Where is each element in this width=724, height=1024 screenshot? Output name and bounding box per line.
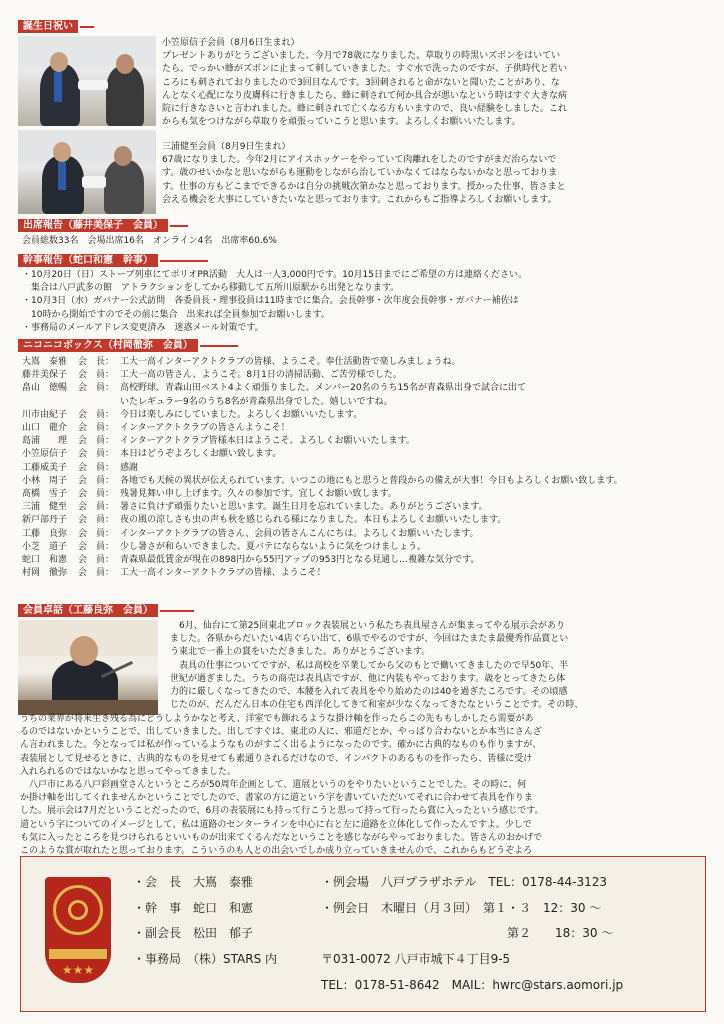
nico-position: 会 員： — [78, 515, 115, 526]
nico-name: 藤井美保子 — [22, 370, 68, 381]
nico-row — [22, 409, 712, 422]
nico-comment: 夜の風の涼しさも虫の声も秋を感じられる様になりました。本日もよろしくお願いいたします。 — [120, 515, 507, 526]
speech-intro: 6月、仙台にて第25回東北ブロック表装展という私たち表具屋さんが集まってやる展示会があり ました。各県からだいたい4店ぐらい出て、6県でやるのですが、今回はたまたま最優秀作品賞とい う東北で一番上の賞をいただきました。ありがとうございます。 表具の仕事についてですが、私は高校を卒業してから父のもとで働いてきましたので早50年、半 世紀が過ぎました。うちの商売は表具店ですが、他に内装もやっております。歳をとってきたら体 力的に厳しくなってきたので、本腰を入れて表具をやり始めたのは40を過ぎたころです。その頃感 じたのが、だんだん日本の住宅も西洋化してきて和室が少なくなってきたなということです。その時、 — [170, 621, 584, 711]
birthday-entry-1: 小笠原信子会員（8月6日生まれ） プレゼントありがとうございました。今月で78歳になりました。草取りの時黒いズボンをはいてい たら、でっかい蜂がズボンに止まって刺していきました。すぐ水で洗ったのですが、子供時代と若い ころにも刺されておりましたので3回目なんです。3回刺されると命がないと聞いたことがあり、な んとなく心配になり皮膚科に行きましたら、蜂に刺されて何か具合が悪いなという時はすぐ大きな病 院に行きなさいと言われました。蜂に刺されて亡くなる方もいますので、良い経験をしました。これ からも気をつけながら草取りを頑張っていこうと思います。よろしくお願いいたします。 — [162, 37, 702, 129]
nico-row — [22, 422, 712, 435]
section-header-speech — [18, 604, 194, 617]
nico-position: 会 員： — [78, 502, 115, 513]
nico-comment: 今日は楽しみにしていました。よろしくお願いいたします。 — [120, 409, 363, 420]
nico-row — [22, 356, 712, 369]
nico-comment: インターアクトクラブの皆さん、会員の皆さんこんにちは。よろしくお願いいたします。 — [120, 528, 479, 539]
speech-body: うちの業界が将来生き残る為にどうしようかなと考え、洋室でも飾れるような掛け軸を作ったらこの先ももしかしたら需要があ るのではないかということで、出していきました。出してすぐは、東北の人に、邪道だとか、やっぱり合わないとか本当にさんざ ん言われました。今となっては私が作っているようなものがすごく出るようになったのです。確かに古典的なものも作りますが、 表装展として見せるときに、古典的なものを見せても素通りされるだけなので、インパクトのあるものを作ったら、皆様に受け 入れられるのではないかなと思ってやってきました。 八戸市にある八戸彩画堂さんというところが50周年企画として、道展というのをやりたいということでした。その時に、何 か掛け軸を出してくれませんかということでしたので、書家の方に道という字を書いていただいてそれに合わせて表具を作りま した。展示会は7月だということだったので、6月の表装展にも持って行こうと思って持って行ったら賞に入ったという感じです。 道という字についてのイメージとして、私は道路のセンターラインを中心に右と左に道路を立体化して作ったんですよ。少しで も気に入ったところを見つけられるといいものが出来てくるんだなということを感じながらやっておりました。皆さんのおかげで このような賞が取れたと思っております。こういうのも人との出会いでしか成り立っていきませんので、これからもどうぞよろ — [20, 714, 544, 857]
nico-comment: 工大一高インターアクトクラブの皆様、ようこそ！ — [120, 568, 326, 579]
nico-name: 川市由紀子 — [22, 409, 68, 420]
section-title: 幹事報告（蛇口和憲 幹事） — [18, 254, 158, 267]
club-emblem-icon: ★★★ — [45, 877, 111, 983]
nico-position: 会 員： — [78, 370, 115, 381]
section-title: 出席報告（藤井美保子 会員） — [18, 219, 168, 232]
nico-row — [22, 448, 712, 461]
footer-address: 〒031-0072 八戸市城下４丁目9-5 — [321, 952, 511, 966]
birthday-photo-1 — [18, 36, 156, 126]
section-header-birthday — [18, 20, 94, 33]
footer-office: ・事務局 （株）STARS 内 — [133, 952, 277, 966]
footer-venue: ・例会場 八戸プラザホテル TEL：0178-44-3123 — [321, 875, 608, 889]
nico-position: 会 員： — [78, 555, 115, 565]
nico-name: 大嶌 泰雅 — [22, 357, 68, 367]
nico-name: 工藤威美子 — [22, 462, 68, 473]
nico-comment: 感謝 — [120, 462, 139, 473]
nico-name: 畠山 徳暢 — [22, 383, 68, 394]
nico-position: 会 員： — [78, 449, 115, 460]
nico-comment: 工大一高の皆さん、ようこそ。8月1日の清掃活動、ご苦労様でした。 — [120, 370, 402, 381]
nico-comment: インターアクトクラブ皆様本日はようこそ。よろしくお願いいたします。 — [120, 436, 415, 447]
footer-meeting-day: ・例会日 木曜日（月３回） 第１・３ 12：30 ～ — [321, 901, 602, 915]
nico-position: 会 長： — [78, 357, 115, 367]
nico-name: 小笠原信子 — [22, 449, 68, 460]
footer-second-meeting: 第２ 18：30 ～ — [507, 926, 614, 940]
nico-position: 会 員： — [78, 568, 115, 579]
nico-position: 会 員： — [78, 541, 115, 552]
nico-name: 三浦 健至 — [22, 502, 68, 513]
speech-photo — [18, 620, 158, 715]
nico-position: 会 員： — [78, 436, 115, 447]
nico-comment: インターアクトクラブの皆さんようこそ！ — [120, 423, 290, 433]
nico-position: 会 員： — [78, 423, 115, 433]
birthday-name-2: 三浦健至会員（8月9日生まれ） — [162, 142, 291, 152]
secretary-report: ・10月20日（日）ストーブ列車にてポリオPR活動 大人は一人3,000円です。10月15日までにご希望の方は連絡ください。 集合は八戸武多の館 アトラクションをしてから移動して五所川原駅から出発となります。 ・10月3日（水）ガバナー公式訪問 各委員長・理事役員は11時までに集合。会長幹事・次年度会長幹事・ガバナー補佐は 10時から開始ですのでその前に集合 出来れば全員参加でお願いします。 ・事務局のメールアドレス変更済み 迷惑メール対策です。 — [22, 270, 527, 333]
nico-name: 髙橋 雪子 — [22, 489, 68, 499]
nico-row — [22, 514, 712, 527]
section-header-attendance — [18, 219, 188, 232]
nico-name — [22, 396, 78, 409]
nico-row — [22, 462, 712, 475]
nico-row — [22, 567, 712, 580]
nico-position: 会 員： — [78, 475, 115, 486]
nico-row — [22, 369, 712, 382]
nico-row — [22, 475, 712, 488]
nico-name: 小林 周子 — [22, 475, 68, 486]
footer-contact: TEL：0178-51-8642 MAIL：hwrc@stars.aomori.jp — [321, 978, 624, 992]
birthday-name-1: 小笠原信子会員（8月6日生まれ） — [162, 38, 300, 48]
nico-comment: 本日はどうぞよろしくお願い致します。 — [120, 449, 282, 460]
nico-row — [22, 488, 712, 501]
nico-name: 工藤 良弥 — [22, 528, 68, 539]
nico-position: 会 員： — [78, 462, 115, 473]
nico-name: 島浦 理 — [22, 436, 68, 447]
footer-secretary: ・幹 事 蛇口 和憲 — [133, 901, 254, 915]
nico-comment: いたレギュラー9名のうち8名が青森県出身でした。嬉しいですね。 — [120, 396, 393, 407]
section-header-nico — [18, 339, 238, 352]
nico-comment: 各地でも天候の異状が伝えられています。いつこの地にもと思うと普段からの備えが大事！今日もよろしくお願い致します。 — [120, 475, 623, 486]
nico-comment: 残暑見舞い申し上げます。久々の参加です。宜しくお願い致します。 — [120, 489, 397, 499]
nico-row — [22, 541, 712, 554]
nico-row — [22, 396, 712, 409]
nico-row — [22, 554, 712, 567]
section-title: 誕生日祝い — [18, 20, 78, 33]
club-info-footer — [20, 856, 706, 1012]
section-title: ニコニコボックス（村岡徹弥 会員） — [18, 339, 198, 352]
footer-president: ・会 長 大嶌 泰雅 — [133, 875, 254, 889]
nico-comment: 青森県最低賃金が現在の898円から55円アップの953円となる見通し…複雑な気分です。 — [120, 555, 480, 565]
section-header-secretary — [18, 254, 208, 267]
birthday-photo-2 — [18, 130, 156, 214]
section-title: 会員卓話（工藤良弥 会員） — [18, 604, 158, 617]
nico-name: 村岡 徹弥 — [22, 568, 68, 579]
nico-comment: 工大一高インターアクトクラブの皆様、ようこそ。奉仕活動皆で楽しみましょうね。 — [120, 357, 461, 367]
nico-comment: 少し暑さが和らいできました。夏バテにならないように気をつけましょう。 — [120, 541, 427, 552]
nico-row — [22, 501, 712, 514]
nico-row — [22, 435, 712, 448]
nico-name: 山口 龍介 — [22, 423, 68, 433]
nico-name: 蛇口 和憲 — [22, 555, 68, 565]
nico-position: 会 員： — [78, 409, 115, 420]
nico-row — [22, 382, 712, 395]
nico-row — [22, 528, 712, 541]
nico-position: 会 員： — [78, 489, 115, 499]
nico-position: 会 員： — [78, 383, 115, 394]
nico-position — [78, 396, 120, 409]
footer-vice-president: ・副会長 松田 郁子 — [133, 926, 254, 940]
attendance-line: 会員総数33名 会場出席16名 オンライン4名 出席率60.6% — [22, 236, 277, 246]
nico-comment: 高校野球、青森山田ベスト4よく頑張りました。メンバー20名のうち15名が青森県出身で試合に出て — [120, 383, 527, 394]
nico-name: 新戸部丹子 — [22, 515, 68, 526]
nico-comment: 暑さに負けず頑張りたいと思います。誕生日月を忘れていました。ありがとうございます。 — [120, 502, 488, 513]
nico-position: 会 員： — [78, 528, 115, 539]
birthday-entry-2: 三浦健至会員（8月9日生まれ） 67歳になりました。今年2月にアイスホッケーをやっていて肉離れをしたのですがまだ治らないで す。歳のせいかなと思いながらも運動をしながら治していかなくてはならないかなと思っておりま す。仕事の方もどこまでできるかは自分の挑戦次第かなと思っております。授かった仕事、皆さまと 会える機会を大事にしていきたいなと思っております。これからもご指導よろしくお願いします。 — [162, 141, 702, 207]
nico-name: 小芝 道子 — [22, 541, 68, 552]
